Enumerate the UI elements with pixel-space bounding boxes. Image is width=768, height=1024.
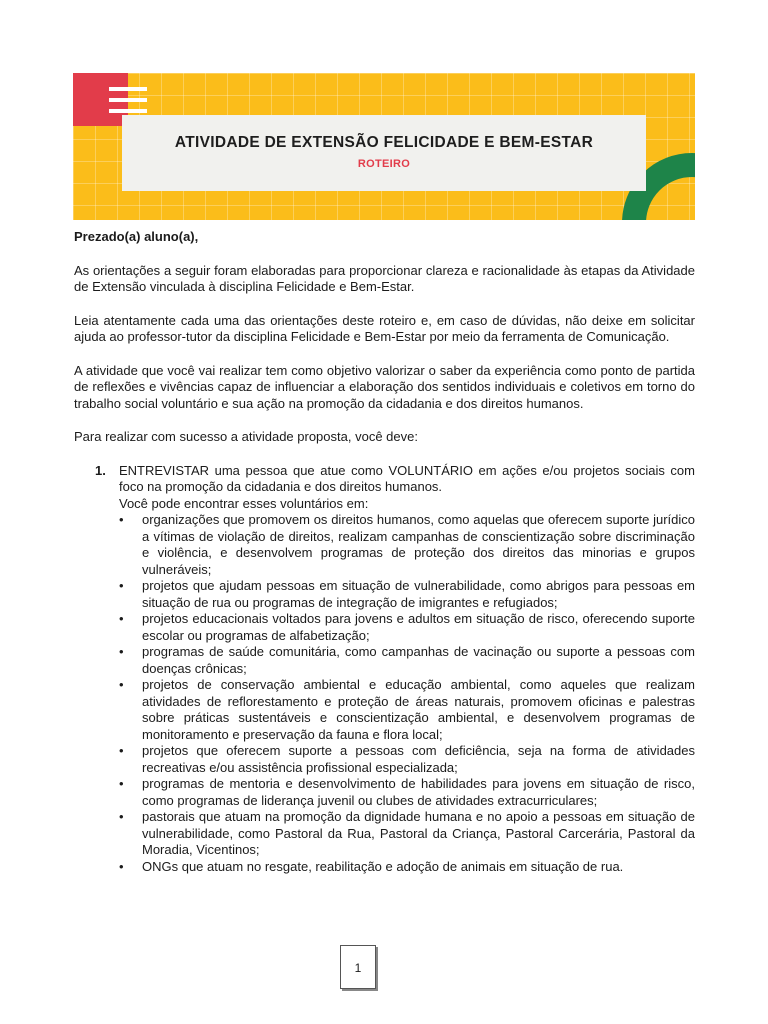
header-banner (73, 73, 695, 220)
step-intro: Você pode encontrar esses voluntários em: (119, 495, 369, 511)
list-item: • ONGs que atuam no resgate, reabilitação e adoção de animais em situação de rua. (119, 858, 624, 874)
paragraph-instructions: Leia atentamente cada uma das orientações deste roteiro e, em caso de dúvidas, não deixe em solicitar ajuda ao professor-tutor da disciplina Felicidade e Bem-Estar por meio da ferramenta de Comunicação. (74, 312, 695, 344)
paragraph-requirements: Para realizar com sucesso a atividade proposta, você deve: (74, 429, 418, 444)
bullet-icon: • (119, 677, 124, 692)
list-item: • pastorais que atuam na promoção da dignidade humana e no apoio a pessoas em situação de vulnerabilidade, como Pastoral da Rua, Pastoral da Criança, Pastoral Carcerária, Pastoral da Moradia, Vicentinos; (119, 809, 695, 857)
page-subtitle: ROTEIRO (357, 158, 411, 170)
ordered-list (74, 463, 695, 876)
volunteer-list (119, 512, 695, 875)
page-title: ATIVIDADE DE EXTENSÃO FELICIDADE E BEM-ESTAR (174, 134, 594, 151)
bullet-icon: • (119, 512, 124, 527)
bullet-icon: • (119, 809, 124, 824)
list-item: • programas de mentoria e desenvolvimento de habilidades para jovens em situação de risco, como programas de liderança juvenil ou clubes de atividades extracurriculares; (119, 776, 695, 808)
list-item: • projetos de conservação ambiental e educação ambiental, como aqueles que realizam atividades de reflorestamento e proteção de áreas naturais, promovem oficinas e palestras sobre práticas sustentáveis e conscientização ambiental, e desenvolvem programas de monitoramento e preservação da fauna e flora local; (119, 677, 695, 742)
step-text: ENTREVISTAR uma pessoa que atue como VOLUNTÁRIO em ações e/ou projetos sociais com foco na promoção da cidadania e dos direitos humanos. (119, 462, 695, 494)
list-item: • organizações que promovem os direitos humanos, como aquelas que oferecem suporte jurídico a vítimas de violação de direitos, realizam campanhas de conscientização sobre discriminação e violência, e desenvolvem programas de proteção dos direitos das minorias e grupos vulneráveis; (119, 512, 695, 577)
page-number: 1 (340, 945, 376, 989)
bullet-icon: • (119, 578, 124, 593)
bullet-icon: • (119, 776, 124, 791)
list-item: • programas de saúde comunitária, como campanhas de vacinação ou suporte a pessoas com doenças crônicas; (119, 644, 695, 676)
salutation: Prezado(a) aluno(a), (74, 229, 199, 244)
paragraph-intro: As orientações a seguir foram elaboradas para proporcionar clareza e racionalidade às etapas da Atividade de Extensão vinculada à disciplina Felicidade e Bem-Estar. (74, 262, 695, 294)
title-box (122, 115, 646, 191)
bullet-icon: • (119, 743, 124, 758)
list-item: • projetos educacionais voltados para jovens e adultos em situação de risco, oferecendo suporte escolar ou programas de alfabetização; (119, 611, 695, 643)
list-item: • projetos que oferecem suporte a pessoas com deficiência, seja na forma de atividades recreativas e/ou assistência profissional especializada; (119, 743, 695, 775)
paragraph-objective: A atividade que você vai realizar tem como objetivo valorizar o saber da experiência como ponto de partida de reflexões e vivências capaz de influenciar a elaboração dos sentidos individuais e coletivos em torno do trabalho social voluntário e sua ação na promoção da cidadania e dos direitos humanos. (74, 362, 695, 411)
bullet-icon: • (119, 611, 124, 626)
step-number: 1. (95, 462, 106, 478)
list-item: • projetos que ajudam pessoas em situação de vulnerabilidade, como abrigos para pessoas em situação de rua ou programas de integração de imigrantes e refugiados; (119, 578, 695, 610)
bullet-icon: • (119, 644, 124, 659)
document-body (74, 229, 695, 875)
bullet-icon: • (119, 858, 124, 874)
